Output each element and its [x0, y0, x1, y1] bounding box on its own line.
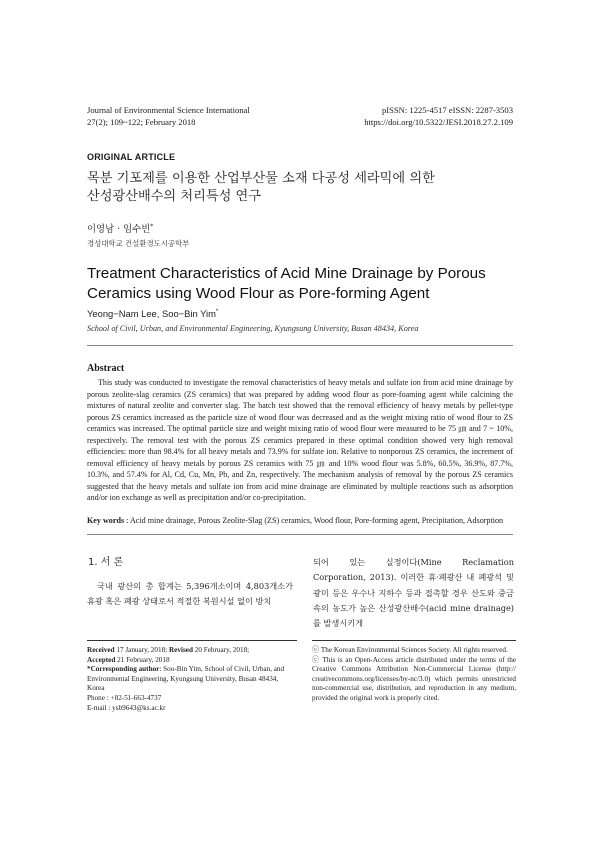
korean-author-mark: *: [150, 222, 154, 230]
footnote-divider-right: [312, 640, 516, 641]
received-date: 17 January, 2018;: [114, 646, 169, 654]
keywords: [87, 516, 527, 525]
keywords-label: Key words: [87, 516, 125, 525]
journal-header: [87, 105, 250, 128]
license-notice: ⓒ This is an Open-Access article distributed under the terms of the Creative Commons Attribution Non-Commercial License (http:// creativecommons.org/licenses/by-nc/3.0) which permits unrestricted non-commercial use, distribution, and reproduction in any medium, provided the original work is properly cited.: [312, 655, 516, 702]
copyright-notice: ⓒ The Korean Environmental Sciences Society. All rights reserved.: [312, 646, 508, 654]
korean-authors: [87, 221, 153, 235]
footnote-license: [312, 646, 516, 704]
intro-right-column: 되어 있는 실정이다(Mine Reclamation Corporation, 2013). 이러한 휴·폐광산 내 폐광석 및 광미 등은 우수나 지하수 등과 접촉할 경우 산도와 중금속의 농도가 높은 산성광산배수(acid mine drainage)를 발생시키게: [313, 557, 514, 629]
doi-link[interactable]: https://doi.org/10.5322/JESI.2018.27.2.109: [364, 116, 513, 127]
accepted-label: Accepted: [87, 655, 116, 664]
issn: pISSN: 1225-4517 eISSN: 2287-3503: [381, 105, 513, 115]
english-title-line1: Treatment Characteristics of Acid Mine Drainage by Porous: [87, 265, 486, 282]
english-title: [87, 264, 527, 304]
korean-author-names: 이영남 · 임수빈: [87, 224, 151, 235]
phone: Phone : +82-51-663-4737: [87, 693, 162, 702]
english-authors: [87, 308, 218, 319]
abstract-body: This study was conducted to investigate the removal characteristics of heavy metals and sulfate ion from acid mine drainage by porous zeolite-slag ceramics (ZS ceramics) that was prepared by adding wood flour as pore-foaming agent while calcining the mixtures of natural zeolite and converter slag. The batch test showed that the removal efficiency of heavy metals by pellet-type porous ZS ceramics increased as the particle size of wood flour was decreased and as the weight mixing ratio of wood flour to ZS ceramics was increased. The optimal particle size and weight mixing ratio of wood flour were measured to be 75 ㎛ and 7 ~ 10%, respectively. The removal test with the porous ZS ceramics prepared in these optimal condition showed very high removal efficiencies: more than 98.4% for all heavy metals and 73.9% for sulfate ion. Relative to nonporous ZS ceramics, the increment of removal efficiency of heavy metals by porous ZS ceramics with 75 ㎛ and 10% wood flour was 5.8%, 60.5%, 36.9%, 87.7%, 10.3%, and 57.4% for Al, Cd, Cu, Mn, Pb, and Zn, respectively. The mechanism analysis of removal by the porous ZS ceramics suggested that the heavy metals and sulfate ion from acid mine drainage are eliminated by multiple reactions such as adsorption and/or ion exchange as well as precipitation and/or co-precipitation.: [87, 378, 513, 503]
journal-volume: 27(2); 109~122; February 2018: [87, 116, 196, 127]
footnote-divider-left: [87, 640, 297, 641]
dates-accepted: [87, 656, 297, 666]
accepted-date: 21 February, 2018: [115, 655, 170, 664]
korean-title-line1: 목분 기포제를 이용한 산업부산물 소재 다공성 세라믹에 의한: [87, 171, 435, 186]
keywords-text: : Acid mine drainage, Porous Zeolite-Slag (ZS) ceramics, Wood flour, Pore-forming agent, Precipitation, Adsorption: [124, 516, 504, 525]
article-type: ORIGINAL ARTICLE: [87, 152, 176, 162]
korean-affiliation: 경성대학교 건설환경도시공학부: [87, 239, 190, 248]
english-author-names: Yeong−Nam Lee, Soo−Bin Yim: [87, 308, 216, 319]
dates-received-revised: [87, 646, 297, 656]
intro-left-column: 국내 광산의 총 합계는 5,396개소이며 4,803개소가 휴광 혹은 폐광 상태로서 적절한 복원시설 없이 방치: [87, 581, 293, 607]
received-label: Received: [87, 646, 115, 654]
revised-date: 20 February, 2018;: [192, 646, 250, 654]
section-heading-introduction: 1. 서 론: [88, 557, 124, 568]
korean-title: [87, 170, 527, 206]
english-title-line2: Ceramics using Wood Flour as Pore-forming Agent: [87, 285, 430, 302]
journal-identifiers: [364, 105, 513, 128]
corresponding-label: *Corresponding author: [87, 665, 160, 674]
korean-title-line2: 산성광산배수의 처리특성 연구: [87, 189, 261, 204]
corresponding-text: : Soo-Bin Yim, School of Civil, Urban, and Environmental Engineering, Kyungsung University, Busan 48434, Korea: [87, 665, 285, 693]
corresponding-author: [87, 665, 297, 694]
divider-keywords: [87, 534, 513, 535]
journal-name: Journal of Environmental Science International: [87, 105, 250, 115]
english-author-mark: *: [215, 308, 219, 315]
revised-label: Revised: [168, 646, 193, 654]
email[interactable]: E-mail : ysb9643@ks.ac.kr: [87, 703, 166, 712]
divider-top: [87, 345, 513, 346]
footnote-dates-contact: [87, 646, 297, 713]
abstract-heading: Abstract: [87, 363, 125, 374]
english-affiliation: School of Civil, Urban, and Environmental Engineering, Kyungsung University, Busan 48434, Korea: [87, 324, 419, 333]
